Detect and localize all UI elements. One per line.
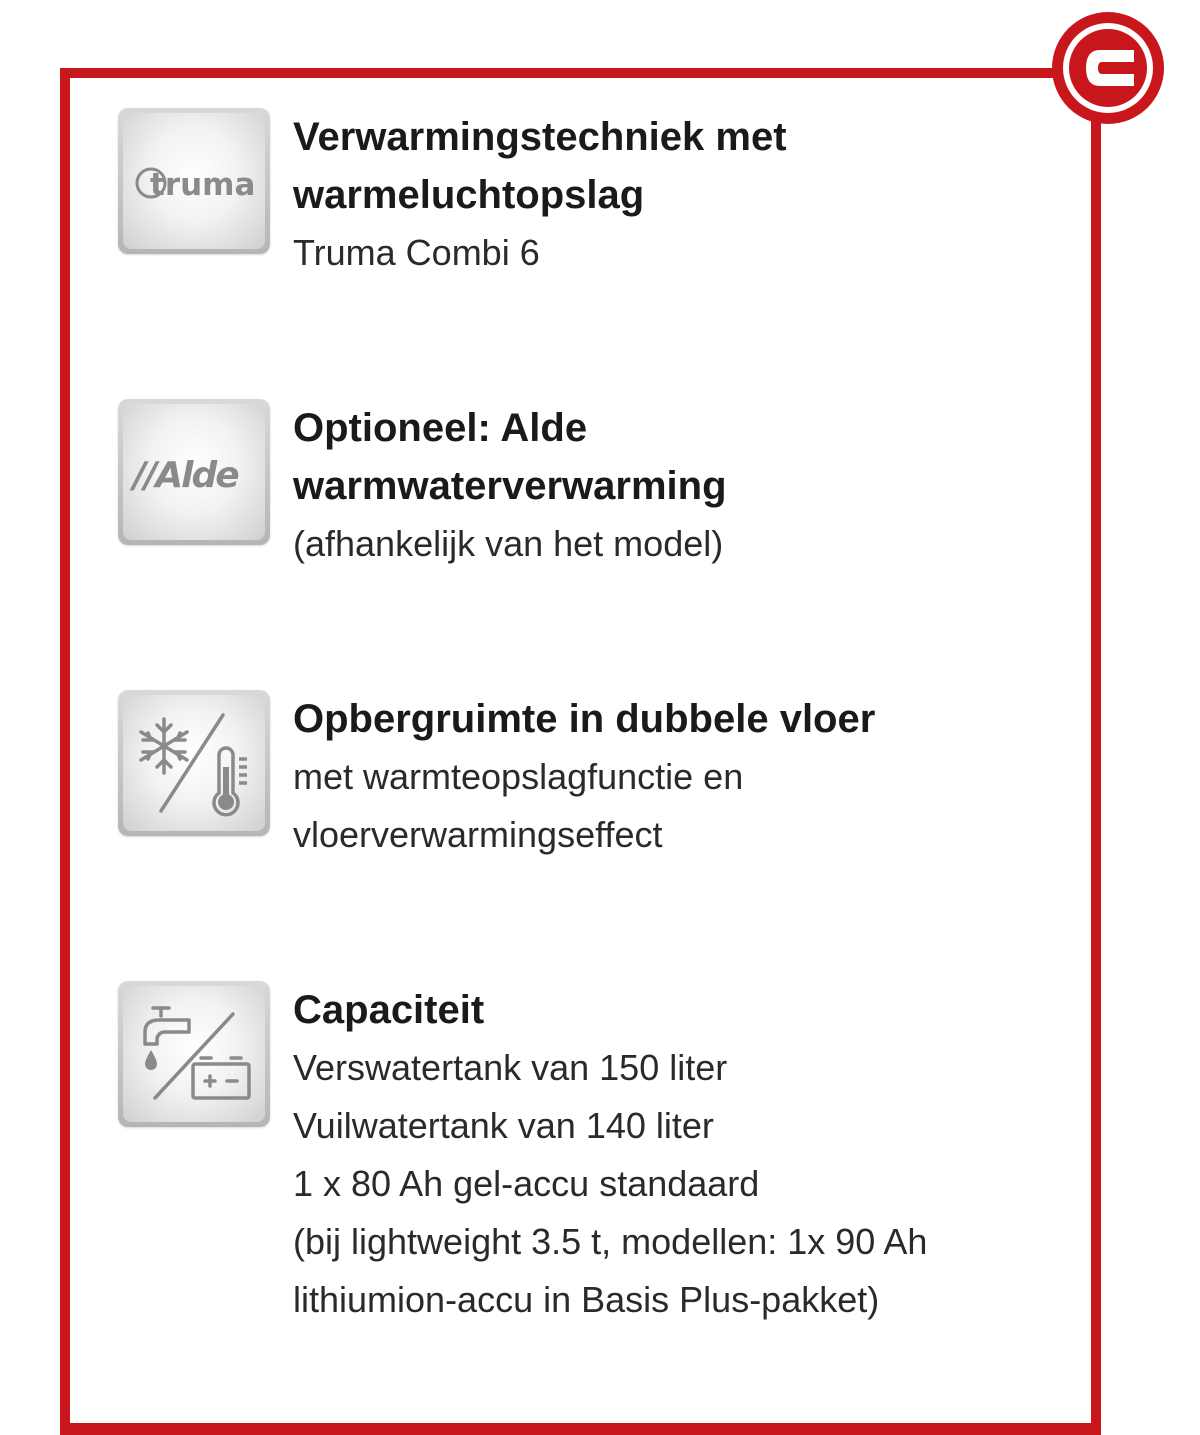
feature-alde bbox=[118, 399, 1058, 599]
feature-title-line: warmeluchtopslag bbox=[293, 173, 645, 217]
feature-subtitle-line: (bij lightweight 3.5 t, modellen: 1x 90 Ah bbox=[293, 1221, 928, 1262]
feature-text bbox=[293, 108, 1053, 282]
feature-icon-tile bbox=[118, 108, 270, 254]
feature-heating bbox=[118, 108, 1058, 308]
feature-title-line: Capaciteit bbox=[293, 988, 485, 1032]
feature-icon-tile bbox=[118, 690, 270, 836]
brand-c-logo-icon bbox=[1048, 10, 1168, 126]
feature-title-line: Opbergruimte in dubbele vloer bbox=[293, 697, 876, 741]
feature-panel-border-bottom bbox=[60, 1423, 1101, 1435]
truma-logo-icon bbox=[123, 113, 265, 249]
feature-text bbox=[293, 399, 1053, 573]
feature-subtitle-line: lithiumion-accu in Basis Plus-pakket) bbox=[293, 1279, 880, 1320]
feature-subtitle-line: Vuilwatertank van 140 liter bbox=[293, 1105, 714, 1146]
svg-text:truma: truma bbox=[150, 167, 256, 203]
feature-subtitle-line: (afhankelijk van het model) bbox=[293, 523, 724, 564]
feature-text bbox=[293, 981, 1053, 1329]
feature-title-line: Verwarmingstechniek met bbox=[293, 115, 787, 159]
feature-title-line: Optioneel: Alde bbox=[293, 406, 588, 450]
feature-double-floor bbox=[118, 690, 1058, 890]
feature-subtitle-line: Truma Combi 6 bbox=[293, 232, 540, 273]
feature-subtitle-line: vloerverwarmingseffect bbox=[293, 814, 663, 855]
feature-title-line: warmwaterverwarming bbox=[293, 464, 727, 508]
feature-icon-tile bbox=[118, 399, 270, 545]
tap-battery-icon bbox=[123, 986, 265, 1122]
feature-subtitle-line: 1 x 80 Ah gel-accu standaard bbox=[293, 1163, 760, 1204]
alde-logo-icon bbox=[123, 404, 265, 540]
feature-text bbox=[293, 690, 1053, 864]
svg-text://Alde: //Alde bbox=[133, 455, 238, 496]
feature-capacity bbox=[118, 981, 1058, 1361]
feature-icon-tile bbox=[118, 981, 270, 1127]
feature-subtitle-line: Verswatertank van 150 liter bbox=[293, 1047, 728, 1088]
feature-subtitle-line: met warmteopslagfunctie en bbox=[293, 756, 744, 797]
snowflake-thermometer-icon bbox=[123, 695, 265, 831]
